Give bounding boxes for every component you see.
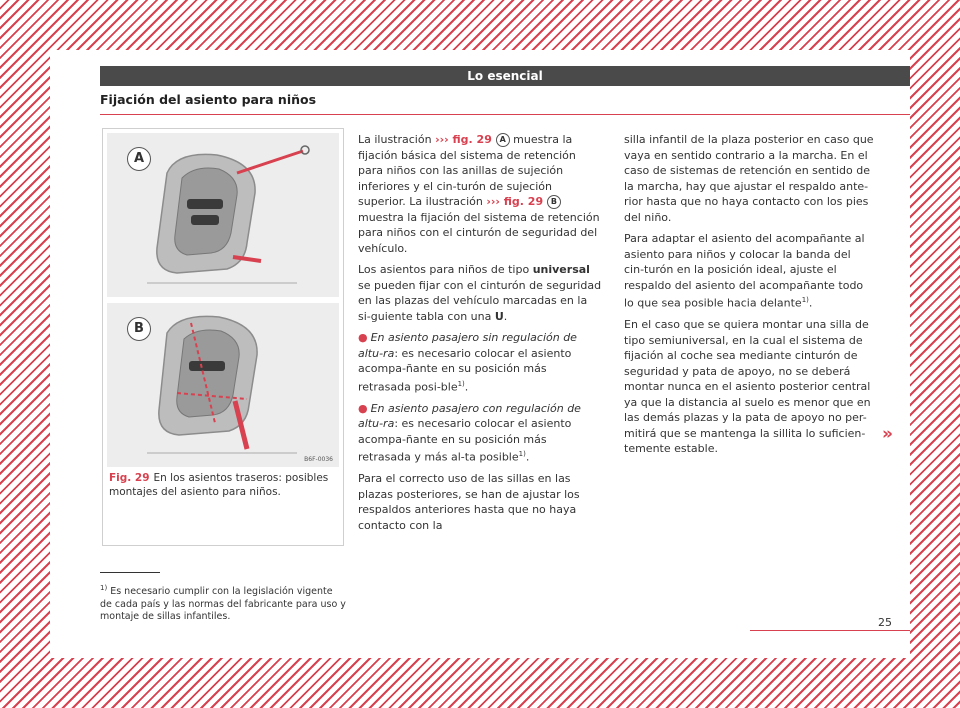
footnote-ref: 1)	[518, 450, 526, 459]
text: .	[503, 309, 508, 323]
figure	[102, 128, 344, 546]
text: .	[464, 380, 469, 394]
figure-panel-a	[107, 133, 339, 297]
page-number-rule	[750, 630, 910, 631]
label-a-badge: A	[496, 133, 510, 147]
continue-icon: »	[882, 424, 893, 444]
text: Los asientos para niños de tipo	[358, 263, 533, 276]
figure-code: B6F-0036	[304, 456, 333, 463]
text: muestra la fijación básica del sistema de retención para niños con las anillas de sujeción inferiores y el cin-turón de sujeción superior. La ilustración	[358, 133, 576, 208]
paragraph: Para el correcto uso de las sillas en las plazas posteriores, se han de ajustar los respaldos anteriores hasta que no haya contacto con la	[358, 472, 580, 532]
text: se pueden fijar con el cinturón de seguridad en las plazas del vehículo marcadas en la si-guiente tabla con una	[358, 278, 602, 323]
label-b-badge: B	[547, 195, 561, 209]
panel-label-b: B	[127, 317, 151, 341]
footnote	[100, 582, 346, 624]
paragraph	[358, 262, 602, 324]
paragraph	[358, 132, 602, 256]
title-divider	[100, 114, 910, 115]
figure-caption	[109, 471, 335, 499]
figure-ref: fig. 29	[448, 133, 496, 146]
page-number: 25	[878, 616, 892, 629]
bullet-item	[358, 330, 602, 395]
text: La ilustración	[358, 133, 436, 146]
arrow-icon: ›››	[486, 195, 500, 208]
panel-label-a: A	[127, 147, 151, 171]
text: : es necesario colocar el asiento acompa-ñante en su posición más retrasada y más al-ta posible	[358, 417, 572, 464]
bold-term: U	[494, 309, 504, 323]
footnote-text: Es necesario cumplir con la legislación vigente de cada país y las normas del fabricante para uso y montaje de sillas infantiles.	[100, 586, 346, 623]
footnote-marker: 1)	[100, 584, 108, 592]
italic-term: En asiento pasajero con regulación de altu-ra	[358, 401, 581, 431]
figure-link[interactable]	[486, 195, 547, 208]
text: : es necesario colocar el asiento acompa-ñante en su posición más retrasada posi-ble	[358, 346, 572, 394]
bullet-icon: ●	[358, 401, 368, 415]
text: muestra la fijación del sistema de retención para niños con el cinturón de seguridad del vehículo.	[358, 210, 600, 255]
italic-term: En asiento pasajero sin regulación de altu-ra	[358, 331, 577, 360]
footnote-divider	[100, 572, 160, 573]
paragraph	[624, 231, 874, 311]
figure-number: Fig. 29	[109, 472, 150, 484]
figure-link[interactable]	[435, 133, 496, 146]
paragraph: silla infantil de la plaza posterior en caso que vaya en sentido contrario a la marcha. En el caso de sistemas de retención en sentido de la marcha, hay que ajustar el respaldo ante-rior hasta que no haya contacto con los pies del niño.	[624, 133, 874, 224]
arrow-icon: ›››	[435, 133, 449, 146]
text-column-2	[624, 132, 874, 463]
text: .	[525, 450, 530, 464]
page	[50, 50, 910, 658]
bullet-icon: ●	[358, 331, 368, 344]
paragraph: En el caso que se quiera montar una silla de tipo semiuniversal, en la cual el sistema de fijación al coche sea mediante cinturón de seguridad y pata de apoyo, no se deberá montar nunca en el asiento posterior central ya que la distancia al suelo es menor que en las demás plazas y la pata de apoyo no per-mitirá que se mantenga la sillita lo suficien-temente estable.	[624, 318, 871, 456]
figure-panel-b	[107, 303, 339, 467]
footnote-ref: 1)	[457, 379, 465, 388]
section-header: Lo esencial	[100, 66, 910, 86]
text: Para adaptar el asiento del acompañante al asiento para niños y colocar la banda del cin-turón en la posición ideal, ajuste el respaldo del asiento del acompañante todo lo que sea posible hacia delante	[624, 232, 865, 310]
page-title: Fijación del asiento para niños	[100, 92, 317, 107]
footnote-ref: 1)	[801, 296, 809, 304]
bullet-item	[358, 401, 602, 466]
bold-term: universal	[532, 263, 590, 276]
figure-caption-text: En los asientos traseros: posibles montajes del asiento para niños.	[109, 472, 329, 498]
text: .	[808, 296, 813, 310]
text-column-1	[358, 132, 602, 539]
figure-ref: fig. 29	[499, 195, 547, 208]
